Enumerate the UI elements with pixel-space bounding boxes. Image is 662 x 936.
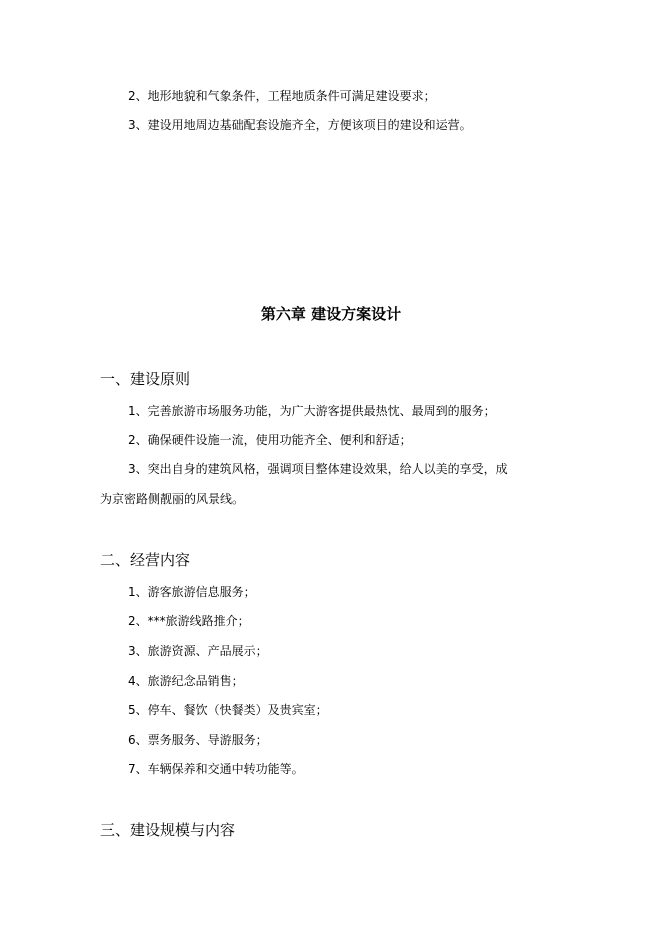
list-item: 2、确保硬件设施一流，使用功能齐全、便利和舒适；	[128, 433, 412, 447]
list-item: 1、游客旅游信息服务；	[128, 585, 256, 599]
section-heading-construction-principles: 一、建设原则	[100, 370, 191, 388]
section-heading-construction-scale: 三、建设规模与内容	[100, 821, 236, 839]
intro-item: 2、地形地貌和气象条件，工程地质条件可满足建设要求；	[128, 89, 436, 103]
list-item: 3、突出自身的建筑风格，强调项目整体建设效果，给人以美的享受，成	[128, 462, 508, 476]
list-item: 1、完善旅游市场服务功能，为广大游客提供最热忱、最周到的服务；	[128, 404, 496, 418]
list-item: 3、旅游资源、产品展示；	[128, 644, 268, 658]
list-item: 4、旅游纪念品销售；	[128, 674, 244, 688]
chapter-title: 第六章 建设方案设计	[260, 305, 402, 323]
list-item: 6、票务服务、导游服务；	[128, 733, 268, 747]
list-item: 2、***旅游线路推介；	[128, 614, 250, 628]
intro-item: 3、建设用地周边基础配套设施齐全，方便该项目的建设和运营。	[128, 118, 472, 132]
list-item: 5、停车、餐饮（快餐类）及贵宾室；	[128, 703, 328, 717]
list-item: 7、车辆保养和交通中转功能等。	[128, 762, 304, 776]
section-heading-business-content: 二、经营内容	[100, 551, 191, 569]
list-item-continuation: 为京密路侧靓丽的风景线。	[100, 492, 245, 506]
